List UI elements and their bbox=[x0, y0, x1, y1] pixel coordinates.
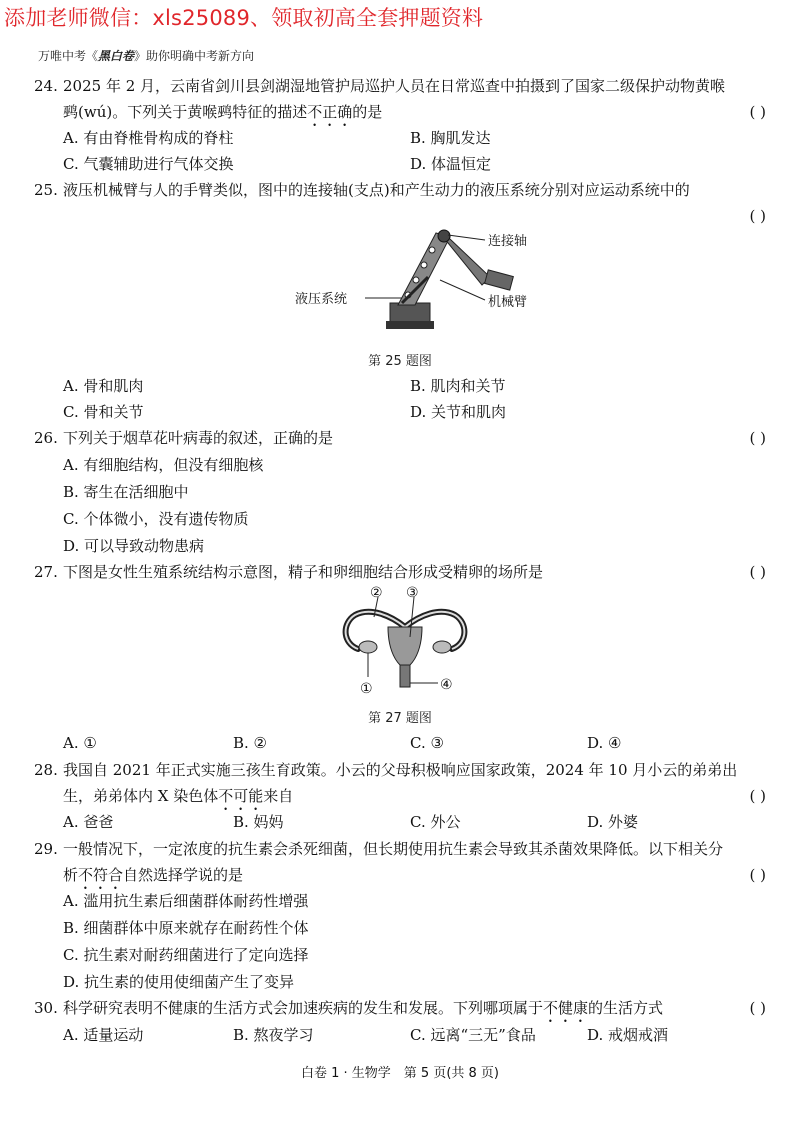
answer-bracket: ( ) bbox=[749, 999, 766, 1017]
option-d: D. 体温恒定 bbox=[410, 155, 492, 173]
option-d: D. 关节和肌肉 bbox=[410, 403, 507, 421]
header-prefix: 万唯中考《 bbox=[38, 49, 99, 63]
stem-text: 的生活方式 bbox=[588, 999, 664, 1017]
stem-text: 的是 bbox=[352, 103, 383, 121]
ovary-right bbox=[433, 641, 451, 653]
question-stem-line-2 bbox=[63, 786, 293, 814]
question-number: 26. bbox=[34, 429, 58, 447]
option-c: C. 外公 bbox=[410, 813, 461, 831]
header-book-title: 黑白卷 bbox=[98, 49, 135, 63]
question-stem-line-1 bbox=[63, 998, 663, 1026]
question-stem-line-1: 下图是女性生殖系统结构示意图，精子和卵细胞结合形成受精卵的场所是 bbox=[63, 563, 544, 581]
marker-3: ③ bbox=[406, 585, 419, 601]
option-a: A. 有细胞结构，但没有细胞核 bbox=[63, 456, 264, 474]
stem-text: 析 bbox=[63, 866, 79, 884]
answer-bracket: ( ) bbox=[749, 787, 766, 805]
option-b: B. 细菌群体中原来就存在耐药性个体 bbox=[63, 919, 309, 937]
option-a: A. 滥用抗生素后细菌群体耐药性增强 bbox=[63, 892, 309, 910]
header-suffix: 》助你明确中考新方向 bbox=[134, 49, 255, 63]
question-stem-line-1: 下列关于烟草花叶病毒的叙述，正确的是 bbox=[63, 429, 334, 447]
question-stem-line-2 bbox=[63, 102, 382, 130]
option-c: C. 抗生素对耐药细菌进行了定向选择 bbox=[63, 946, 309, 964]
page-footer: 白卷 1 · 生物学 第 5 页(共 8 页) bbox=[300, 1066, 499, 1081]
answer-bracket: ( ) bbox=[749, 563, 766, 581]
stem-text: 鹀(wú)。下列关于黄喉鹀特征的描述 bbox=[63, 103, 308, 121]
question-number: 30. bbox=[34, 999, 58, 1017]
option-a: A. 爸爸 bbox=[63, 813, 114, 831]
emphasized-text: 不符合 bbox=[78, 866, 124, 884]
marker-2: ② bbox=[370, 585, 383, 601]
label-connecting-axis: 连接轴 bbox=[488, 234, 528, 249]
ovary-left bbox=[359, 641, 377, 653]
robotic-arm-figure bbox=[290, 225, 560, 340]
option-b: B. 妈妈 bbox=[233, 813, 284, 831]
header-tagline bbox=[38, 47, 254, 64]
option-c: C. 个体微小，没有遗传物质 bbox=[63, 510, 249, 528]
question-number: 24. bbox=[34, 77, 58, 95]
stem-text: 自然选择学说的是 bbox=[123, 866, 244, 884]
option-b: B. 胸肌发达 bbox=[410, 129, 491, 147]
female-reproductive-system-figure bbox=[330, 585, 480, 700]
uterus bbox=[388, 627, 422, 665]
option-b: B. ② bbox=[233, 734, 268, 752]
emphasized-text: 不正确 bbox=[307, 103, 353, 121]
option-c: C. 气囊辅助进行气体交换 bbox=[63, 155, 234, 173]
question-stem-line-1: 2025 年 2 月，云南省剑川县剑湖湿地管护局巡护人员在日常巡查中拍摄到了国家二级保护动物黄喉 bbox=[63, 77, 726, 95]
question-number: 29. bbox=[34, 840, 58, 858]
option-a: A. 适量运动 bbox=[63, 1026, 144, 1044]
option-b: B. 熬夜学习 bbox=[233, 1026, 314, 1044]
stem-text: 来自 bbox=[263, 787, 294, 805]
question-stem-line-2 bbox=[63, 865, 243, 893]
connecting-axis-joint bbox=[438, 230, 450, 242]
emphasized-text: 不健康 bbox=[543, 999, 589, 1017]
option-a: A. ① bbox=[63, 734, 97, 752]
answer-bracket: ( ) bbox=[749, 103, 766, 121]
figure-caption: 第 27 题图 bbox=[368, 711, 432, 726]
option-c: C. ③ bbox=[410, 734, 444, 752]
question-number: 28. bbox=[34, 761, 58, 779]
label-mechanical-arm: 机械臂 bbox=[488, 295, 528, 310]
option-d: D. 可以导致动物患病 bbox=[63, 537, 205, 555]
option-d: D. ④ bbox=[587, 734, 622, 752]
emphasized-text: 不可能 bbox=[218, 787, 264, 805]
option-d: D. 外婆 bbox=[587, 813, 639, 831]
option-c: C. 骨和关节 bbox=[63, 403, 144, 421]
marker-4: ④ bbox=[440, 677, 453, 693]
question-stem-line-1: 我国自 2021 年正式实施三孩生育政策。小云的父母积极响应国家政策，2024 年 10 月小云的弟弟出 bbox=[63, 761, 738, 779]
answer-bracket: ( ) bbox=[749, 866, 766, 884]
figure-caption: 第 25 题图 bbox=[368, 354, 432, 369]
marker-1: ① bbox=[360, 681, 373, 697]
option-b: B. 寄生在活细胞中 bbox=[63, 483, 189, 501]
option-a: A. 有由脊椎骨构成的脊柱 bbox=[63, 129, 234, 147]
question-stem-line-1: 一般情况下，一定浓度的抗生素会杀死细菌，但长期使用抗生素会导致其杀菌效果降低。以下相关分 bbox=[63, 840, 724, 858]
question-stem-line-1: 液压机械臂与人的手臂类似，图中的连接轴(支点)和产生动力的液压系统分别对应运动系统中的 bbox=[63, 181, 690, 199]
stem-text: 科学研究表明不健康的生活方式会加速疾病的发生和发展。下列哪项属于 bbox=[63, 999, 544, 1017]
option-b: B. 肌肉和关节 bbox=[410, 377, 506, 395]
answer-bracket: ( ) bbox=[749, 429, 766, 447]
option-c: C. 远离“三无”食品 bbox=[410, 1026, 536, 1044]
arm-gripper bbox=[485, 270, 514, 290]
watermark-banner: 添加老师微信：xls25089、领取初高全套押题资料 bbox=[4, 6, 484, 30]
stem-text: 生，弟弟体内 X 染色体 bbox=[63, 787, 219, 805]
vagina bbox=[400, 665, 410, 687]
option-a: A. 骨和肌肉 bbox=[63, 377, 144, 395]
arm-base-plate bbox=[386, 321, 434, 329]
question-number: 25. bbox=[34, 181, 58, 199]
question-number: 27. bbox=[34, 563, 58, 581]
option-d: D. 抗生素的使用使细菌产生了变异 bbox=[63, 973, 295, 991]
answer-bracket: ( ) bbox=[749, 207, 766, 225]
option-d: D. 戒烟戒酒 bbox=[587, 1026, 669, 1044]
label-hydraulic-system: 液压系统 bbox=[295, 292, 348, 307]
